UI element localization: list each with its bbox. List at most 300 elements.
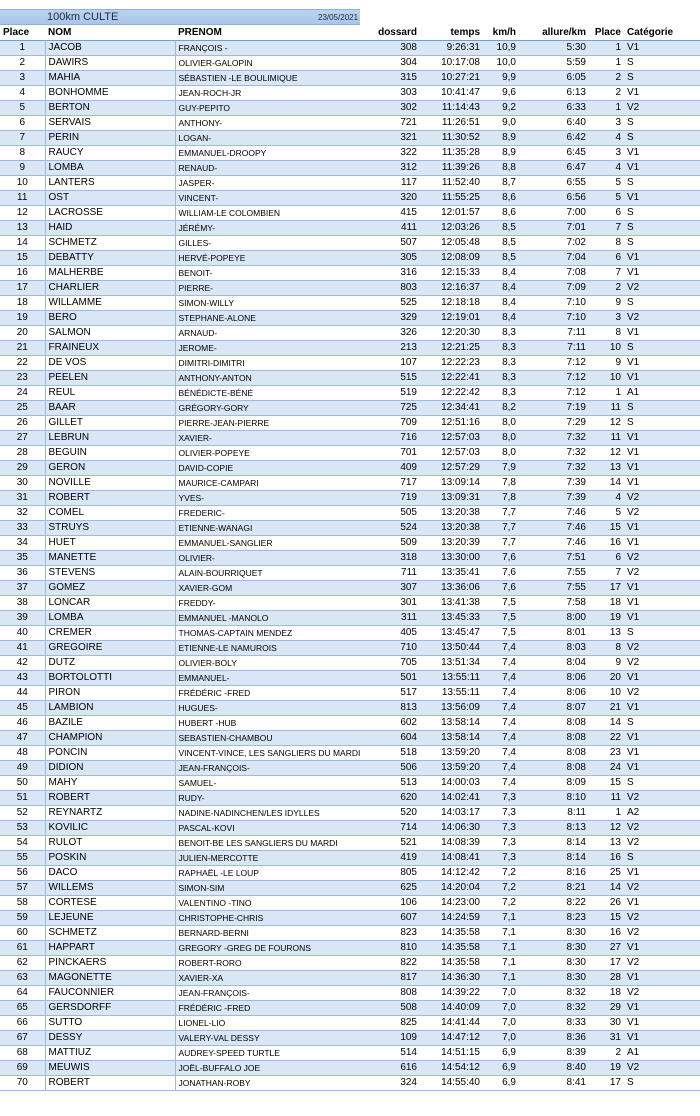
cell-allure: 8:21	[519, 881, 589, 896]
cell-nom: LONCAR	[45, 596, 175, 611]
cell-prenom: BERNARD-BERNI	[175, 926, 368, 941]
cell-allure: 6:05	[519, 71, 589, 86]
cell-dossard: 109	[368, 1031, 420, 1046]
cell-nom: REUL	[45, 386, 175, 401]
cell-dossard: 808	[368, 986, 420, 1001]
cell-prenom: GUY-PEPITO	[175, 101, 368, 116]
cell-dossard: 308	[368, 41, 420, 56]
cell-nom: MAGONETTE	[45, 971, 175, 986]
cell-kmh: 8,0	[483, 416, 519, 431]
cell-place: 18	[0, 296, 45, 311]
cell-allure: 7:46	[519, 536, 589, 551]
cell-temps: 14:35:58	[420, 956, 483, 971]
table-row	[0, 611, 700, 626]
cell-dossard: 711	[368, 566, 420, 581]
cell-nom: DAWIRS	[45, 56, 175, 71]
cell-allure: 6:33	[519, 101, 589, 116]
cell-temps: 13:20:39	[420, 536, 483, 551]
cell-nom: SUTTO	[45, 1016, 175, 1031]
cell-prenom: HUGUES-	[175, 701, 368, 716]
cell-place-categorie: 5	[589, 191, 624, 206]
cell-nom: PEELEN	[45, 371, 175, 386]
cell-kmh: 7,6	[483, 581, 519, 596]
cell-kmh: 7,7	[483, 506, 519, 521]
cell-place-categorie: 2	[589, 281, 624, 296]
table-row	[0, 251, 700, 266]
cell-dossard: 714	[368, 821, 420, 836]
cell-place-categorie: 10	[589, 341, 624, 356]
cell-prenom: ETIENNE-LE NAMUROIS	[175, 641, 368, 656]
cell-place-categorie: 14	[589, 476, 624, 491]
cell-dossard: 701	[368, 446, 420, 461]
cell-place: 50	[0, 776, 45, 791]
table-row	[0, 1001, 700, 1016]
cell-dossard: 415	[368, 206, 420, 221]
cell-dossard: 607	[368, 911, 420, 926]
cell-temps: 13:36:06	[420, 581, 483, 596]
cell-temps: 12:51:16	[420, 416, 483, 431]
table-row	[0, 971, 700, 986]
cell-allure: 8:14	[519, 836, 589, 851]
cell-dossard: 106	[368, 896, 420, 911]
cell-place-categorie: 29	[589, 1001, 624, 1016]
cell-place: 26	[0, 416, 45, 431]
cell-nom: LEJEUNE	[45, 911, 175, 926]
cell-prenom: JASPER-	[175, 176, 368, 191]
cell-categorie: V1	[624, 371, 700, 386]
cell-categorie: V1	[624, 476, 700, 491]
table-row	[0, 641, 700, 656]
cell-kmh: 7,7	[483, 521, 519, 536]
cell-nom: BERO	[45, 311, 175, 326]
cell-place: 2	[0, 56, 45, 71]
cell-nom: SERVAIS	[45, 116, 175, 131]
cell-place-categorie: 16	[589, 536, 624, 551]
cell-allure: 6:47	[519, 161, 589, 176]
cell-dossard: 509	[368, 536, 420, 551]
cell-prenom: JEAN-ROCH-JR	[175, 86, 368, 101]
cell-allure: 7:02	[519, 236, 589, 251]
cell-kmh: 7,3	[483, 836, 519, 851]
results-body	[0, 41, 700, 1091]
cell-kmh: 10,9	[483, 41, 519, 56]
cell-temps: 12:08:09	[420, 251, 483, 266]
cell-categorie: V1	[624, 251, 700, 266]
table-row	[0, 431, 700, 446]
cell-dossard: 517	[368, 686, 420, 701]
cell-prenom: JOËL-BUFFALO JOE	[175, 1061, 368, 1076]
cell-place: 42	[0, 656, 45, 671]
table-row	[0, 776, 700, 791]
cell-allure: 7:08	[519, 266, 589, 281]
cell-place-categorie: 12	[589, 446, 624, 461]
cell-dossard: 320	[368, 191, 420, 206]
cell-allure: 8:23	[519, 911, 589, 926]
cell-place: 49	[0, 761, 45, 776]
header-place-categorie: Place	[589, 26, 624, 41]
cell-dossard: 721	[368, 116, 420, 131]
cell-prenom: GRÉGORY-GORY	[175, 401, 368, 416]
cell-kmh: 7,1	[483, 941, 519, 956]
table-row	[0, 1076, 700, 1091]
cell-place-categorie: 17	[589, 956, 624, 971]
cell-categorie: S	[624, 416, 700, 431]
cell-allure: 8:08	[519, 746, 589, 761]
cell-kmh: 8,6	[483, 206, 519, 221]
cell-categorie: V1	[624, 746, 700, 761]
cell-kmh: 7,1	[483, 911, 519, 926]
cell-temps: 13:50:44	[420, 641, 483, 656]
cell-allure: 8:39	[519, 1046, 589, 1061]
cell-prenom: JONATHAN-ROBY	[175, 1076, 368, 1091]
cell-place: 47	[0, 731, 45, 746]
cell-place: 1	[0, 41, 45, 56]
table-row	[0, 1016, 700, 1031]
cell-prenom: STEPHANE-ALONE	[175, 311, 368, 326]
cell-categorie: V1	[624, 701, 700, 716]
cell-place-categorie: 1	[589, 806, 624, 821]
table-row	[0, 851, 700, 866]
cell-prenom: OLIVIER-POPEYE	[175, 446, 368, 461]
cell-categorie: V2	[624, 836, 700, 851]
header-kmh: km/h	[483, 26, 519, 41]
cell-categorie: V1	[624, 971, 700, 986]
cell-allure: 7:46	[519, 521, 589, 536]
cell-dossard: 501	[368, 671, 420, 686]
header-categorie: Catégorie	[624, 26, 700, 41]
cell-temps: 12:22:42	[420, 386, 483, 401]
cell-categorie: V1	[624, 521, 700, 536]
cell-prenom: HERVÉ-POPEYE	[175, 251, 368, 266]
cell-prenom: RENAUD-	[175, 161, 368, 176]
cell-nom: HAPPART	[45, 941, 175, 956]
cell-dossard: 505	[368, 506, 420, 521]
cell-allure: 8:30	[519, 956, 589, 971]
cell-temps: 12:22:23	[420, 356, 483, 371]
cell-temps: 13:51:34	[420, 656, 483, 671]
cell-nom: SCHMETZ	[45, 236, 175, 251]
cell-temps: 14:24:59	[420, 911, 483, 926]
cell-place-categorie: 26	[589, 896, 624, 911]
cell-place: 11	[0, 191, 45, 206]
cell-temps: 13:59:20	[420, 761, 483, 776]
cell-place: 24	[0, 386, 45, 401]
table-row	[0, 341, 700, 356]
table-row	[0, 191, 700, 206]
table-row	[0, 701, 700, 716]
cell-place: 22	[0, 356, 45, 371]
cell-categorie: S	[624, 221, 700, 236]
cell-dossard: 716	[368, 431, 420, 446]
cell-dossard: 315	[368, 71, 420, 86]
cell-place-categorie: 24	[589, 761, 624, 776]
cell-dossard: 602	[368, 716, 420, 731]
cell-temps: 11:35:28	[420, 146, 483, 161]
cell-nom: JACOB	[45, 41, 175, 56]
cell-kmh: 8,3	[483, 341, 519, 356]
table-row	[0, 221, 700, 236]
race-title: 100km CULTE	[47, 11, 119, 23]
cell-kmh: 7,3	[483, 851, 519, 866]
cell-kmh: 8,6	[483, 191, 519, 206]
cell-temps: 13:09:14	[420, 476, 483, 491]
cell-prenom: XAVIER-GOM	[175, 581, 368, 596]
cell-categorie: V2	[624, 551, 700, 566]
cell-kmh: 7,8	[483, 476, 519, 491]
cell-nom: LOMBA	[45, 611, 175, 626]
cell-place: 46	[0, 716, 45, 731]
cell-kmh: 6,9	[483, 1061, 519, 1076]
cell-categorie: V2	[624, 566, 700, 581]
cell-dossard: 825	[368, 1016, 420, 1031]
cell-temps: 14:54:12	[420, 1061, 483, 1076]
cell-temps: 14:03:17	[420, 806, 483, 821]
cell-categorie: V1	[624, 941, 700, 956]
cell-kmh: 7,5	[483, 611, 519, 626]
cell-allure: 8:30	[519, 941, 589, 956]
cell-kmh: 7,0	[483, 986, 519, 1001]
cell-kmh: 8,3	[483, 326, 519, 341]
cell-prenom: JÉRÉMY-	[175, 221, 368, 236]
cell-prenom: DIMITRI-DIMITRI	[175, 356, 368, 371]
cell-dossard: 307	[368, 581, 420, 596]
cell-nom: STEVENS	[45, 566, 175, 581]
cell-prenom: RAPHAËL -LE LOUP	[175, 866, 368, 881]
cell-categorie: S	[624, 56, 700, 71]
cell-categorie: V1	[624, 146, 700, 161]
cell-place-categorie: 18	[589, 596, 624, 611]
cell-nom: ROBERT	[45, 1076, 175, 1091]
cell-place: 44	[0, 686, 45, 701]
cell-nom: BORTOLOTTI	[45, 671, 175, 686]
header-place: Place	[0, 26, 45, 41]
cell-temps: 11:52:40	[420, 176, 483, 191]
cell-dossard: 318	[368, 551, 420, 566]
table-row	[0, 416, 700, 431]
table-row	[0, 461, 700, 476]
cell-categorie: V2	[624, 506, 700, 521]
cell-categorie: V1	[624, 581, 700, 596]
cell-allure: 8:07	[519, 701, 589, 716]
cell-allure: 7:39	[519, 476, 589, 491]
cell-place: 37	[0, 581, 45, 596]
cell-kmh: 7,4	[483, 761, 519, 776]
cell-kmh: 7,4	[483, 746, 519, 761]
cell-nom: MEUWIS	[45, 1061, 175, 1076]
cell-temps: 14:20:04	[420, 881, 483, 896]
cell-place: 65	[0, 1001, 45, 1016]
cell-prenom: EMMANUEL-SANGLIER	[175, 536, 368, 551]
cell-place: 28	[0, 446, 45, 461]
cell-place: 56	[0, 866, 45, 881]
cell-dossard: 717	[368, 476, 420, 491]
cell-place: 7	[0, 131, 45, 146]
cell-dossard: 311	[368, 611, 420, 626]
cell-categorie: V1	[624, 86, 700, 101]
cell-allure: 8:33	[519, 1016, 589, 1031]
cell-prenom: LOGAN-	[175, 131, 368, 146]
cell-place: 8	[0, 146, 45, 161]
cell-dossard: 709	[368, 416, 420, 431]
cell-allure: 8:08	[519, 761, 589, 776]
cell-place-categorie: 3	[589, 146, 624, 161]
cell-place: 19	[0, 311, 45, 326]
table-row	[0, 86, 700, 101]
cell-prenom: THOMAS-CAPTAIN MENDEZ	[175, 626, 368, 641]
cell-place-categorie: 14	[589, 881, 624, 896]
cell-kmh: 7,2	[483, 881, 519, 896]
cell-dossard: 813	[368, 701, 420, 716]
cell-prenom: ARNAUD-	[175, 326, 368, 341]
cell-categorie: V1	[624, 866, 700, 881]
cell-place: 61	[0, 941, 45, 956]
cell-prenom: HUBERT -HUB	[175, 716, 368, 731]
cell-prenom: JEROME-	[175, 341, 368, 356]
cell-nom: SALMON	[45, 326, 175, 341]
cell-categorie: V1	[624, 461, 700, 476]
table-row	[0, 581, 700, 596]
cell-place-categorie: 11	[589, 431, 624, 446]
cell-prenom: ETIENNE-WANAGI	[175, 521, 368, 536]
table-row	[0, 941, 700, 956]
cell-kmh: 8,0	[483, 431, 519, 446]
cell-allure: 8:30	[519, 971, 589, 986]
cell-allure: 7:55	[519, 566, 589, 581]
cell-temps: 12:34:41	[420, 401, 483, 416]
table-row	[0, 821, 700, 836]
cell-dossard: 507	[368, 236, 420, 251]
cell-place-categorie: 30	[589, 1016, 624, 1031]
cell-prenom: FREDDY-	[175, 596, 368, 611]
cell-place-categorie: 12	[589, 821, 624, 836]
cell-dossard: 513	[368, 776, 420, 791]
cell-kmh: 8,2	[483, 401, 519, 416]
table-row	[0, 146, 700, 161]
table-row	[0, 326, 700, 341]
cell-categorie: S	[624, 341, 700, 356]
cell-nom: CORTESE	[45, 896, 175, 911]
cell-categorie: S	[624, 851, 700, 866]
cell-kmh: 7,6	[483, 551, 519, 566]
cell-place-categorie: 6	[589, 551, 624, 566]
cell-categorie: V2	[624, 656, 700, 671]
cell-place-categorie: 6	[589, 251, 624, 266]
cell-kmh: 7,4	[483, 731, 519, 746]
cell-temps: 12:18:18	[420, 296, 483, 311]
cell-dossard: 326	[368, 326, 420, 341]
cell-dossard: 620	[368, 791, 420, 806]
cell-allure: 7:10	[519, 311, 589, 326]
cell-nom: OST	[45, 191, 175, 206]
cell-prenom: VINCENT-	[175, 191, 368, 206]
cell-prenom: JEAN-FRANÇOIS-	[175, 986, 368, 1001]
cell-kmh: 8,4	[483, 296, 519, 311]
table-row	[0, 746, 700, 761]
cell-kmh: 7,4	[483, 656, 519, 671]
cell-nom: GREGOIRE	[45, 641, 175, 656]
cell-temps: 13:35:41	[420, 566, 483, 581]
cell-place-categorie: 17	[589, 581, 624, 596]
cell-kmh: 8,5	[483, 221, 519, 236]
cell-categorie: V2	[624, 821, 700, 836]
cell-place: 51	[0, 791, 45, 806]
cell-nom: DUTZ	[45, 656, 175, 671]
cell-nom: MAHIA	[45, 71, 175, 86]
table-row	[0, 236, 700, 251]
cell-place: 20	[0, 326, 45, 341]
table-row	[0, 926, 700, 941]
cell-place: 30	[0, 476, 45, 491]
cell-place: 5	[0, 101, 45, 116]
table-row	[0, 761, 700, 776]
cell-nom: DEBATTY	[45, 251, 175, 266]
cell-temps: 11:39:26	[420, 161, 483, 176]
table-row	[0, 551, 700, 566]
table-row	[0, 296, 700, 311]
cell-allure: 8:13	[519, 821, 589, 836]
cell-place: 41	[0, 641, 45, 656]
cell-temps: 14:40:09	[420, 1001, 483, 1016]
cell-kmh: 8,5	[483, 236, 519, 251]
cell-temps: 14:00:03	[420, 776, 483, 791]
table-row	[0, 356, 700, 371]
cell-dossard: 515	[368, 371, 420, 386]
cell-dossard: 525	[368, 296, 420, 311]
cell-temps: 14:47:12	[420, 1031, 483, 1046]
header-dossard: dossard	[368, 26, 420, 41]
cell-place: 21	[0, 341, 45, 356]
cell-categorie: S	[624, 206, 700, 221]
cell-kmh: 7,9	[483, 461, 519, 476]
cell-categorie: V1	[624, 266, 700, 281]
cell-dossard: 304	[368, 56, 420, 71]
table-row	[0, 671, 700, 686]
cell-place: 69	[0, 1061, 45, 1076]
cell-prenom: ANTHONY-	[175, 116, 368, 131]
table-row	[0, 506, 700, 521]
cell-nom: PINCKAERS	[45, 956, 175, 971]
cell-kmh: 7,1	[483, 926, 519, 941]
cell-categorie: V1	[624, 191, 700, 206]
cell-place: 38	[0, 596, 45, 611]
cell-allure: 7:04	[519, 251, 589, 266]
cell-place: 3	[0, 71, 45, 86]
cell-temps: 11:55:25	[420, 191, 483, 206]
cell-kmh: 7,4	[483, 641, 519, 656]
cell-kmh: 7,8	[483, 491, 519, 506]
cell-place: 17	[0, 281, 45, 296]
cell-dossard: 117	[368, 176, 420, 191]
cell-temps: 10:17:08	[420, 56, 483, 71]
cell-temps: 13:09:31	[420, 491, 483, 506]
cell-categorie: V2	[624, 956, 700, 971]
cell-place-categorie: 4	[589, 131, 624, 146]
cell-allure: 7:12	[519, 356, 589, 371]
cell-place-categorie: 9	[589, 296, 624, 311]
cell-categorie: V2	[624, 311, 700, 326]
table-row	[0, 371, 700, 386]
cell-categorie: A1	[624, 1046, 700, 1061]
table-row	[0, 1046, 700, 1061]
cell-kmh: 7,4	[483, 686, 519, 701]
cell-dossard: 316	[368, 266, 420, 281]
cell-allure: 6:55	[519, 176, 589, 191]
cell-prenom: SEBASTIEN-CHAMBOU	[175, 731, 368, 746]
cell-place-categorie: 23	[589, 746, 624, 761]
cell-nom: RAUCY	[45, 146, 175, 161]
cell-place: 43	[0, 671, 45, 686]
cell-nom: LACROSSE	[45, 206, 175, 221]
